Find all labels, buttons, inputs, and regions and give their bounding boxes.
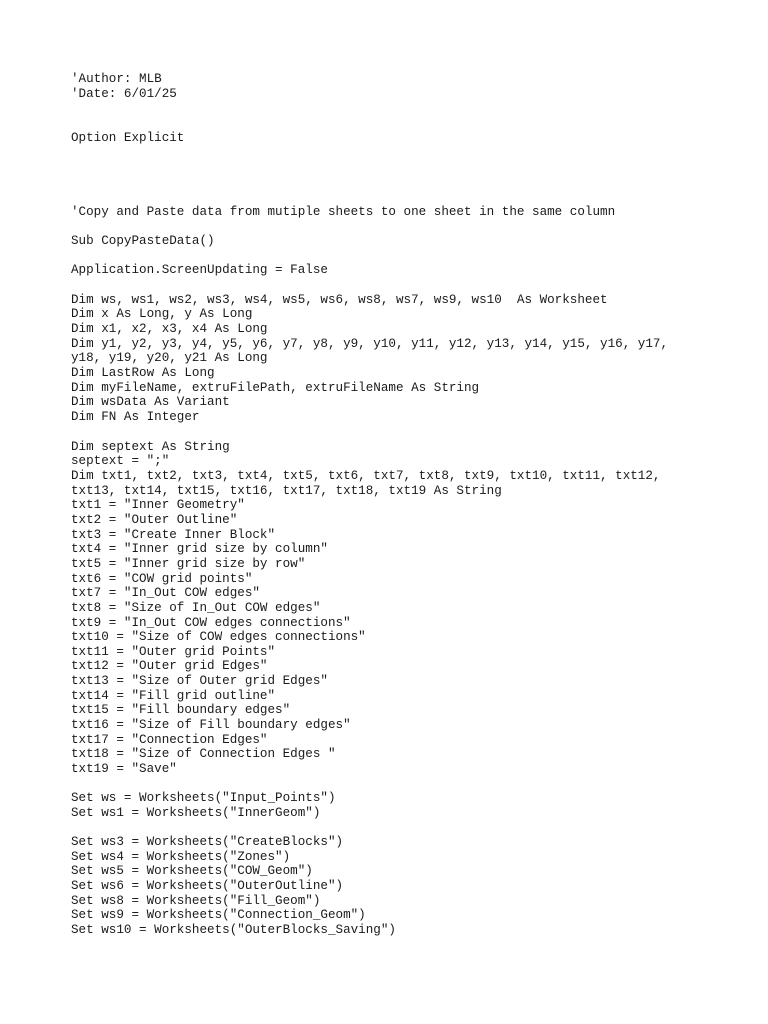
- code-line: txt11 = "Outer grid Points": [71, 645, 276, 659]
- code-line: txt14 = "Fill grid outline": [71, 689, 276, 703]
- code-line: txt18 = "Size of Connection Edges ": [71, 747, 336, 761]
- code-line: Set ws5 = Worksheets("COW_Geom"): [71, 864, 313, 878]
- code-line: txt9 = "In_Out COW edges connections": [71, 616, 351, 630]
- code-line: txt19 = "Save": [71, 762, 177, 776]
- code-line: Set ws9 = Worksheets("Connection_Geom"): [71, 908, 366, 922]
- code-line: txt6 = "COW grid points": [71, 572, 253, 586]
- code-line: Set ws3 = Worksheets("CreateBlocks"): [71, 835, 344, 849]
- code-line: Dim x As Long, y As Long: [71, 307, 253, 321]
- code-line: Set ws8 = Worksheets("Fill_Geom"): [71, 894, 321, 908]
- code-line: 'Author: MLB: [71, 72, 162, 86]
- code-line: Application.ScreenUpdating = False: [71, 263, 328, 277]
- code-line: Dim septext As String: [71, 440, 230, 454]
- code-line: Set ws = Worksheets("Input_Points"): [71, 791, 336, 805]
- code-line: txt5 = "Inner grid size by row": [71, 557, 306, 571]
- code-line: txt4 = "Inner grid size by column": [71, 542, 328, 556]
- code-line: Dim y1, y2, y3, y4, y5, y6, y7, y8, y9, y10, y11, y12, y13, y14, y15, y16, y17,: [71, 337, 669, 351]
- code-line: txt15 = "Fill boundary edges": [71, 703, 291, 717]
- code-line: txt12 = "Outer grid Edges": [71, 659, 268, 673]
- code-line: txt2 = "Outer Outline": [71, 513, 238, 527]
- code-line: Set ws1 = Worksheets("InnerGeom"): [71, 806, 321, 820]
- code-line: txt13, txt14, txt15, txt16, txt17, txt18, txt19 As String: [71, 484, 502, 498]
- code-line: txt10 = "Size of COW edges connections": [71, 630, 366, 644]
- code-line: txt7 = "In_Out COW edges": [71, 586, 260, 600]
- code-line: Option Explicit: [71, 131, 185, 145]
- code-line: y18, y19, y20, y21 As Long: [71, 351, 268, 365]
- code-line: Set ws4 = Worksheets("Zones"): [71, 850, 291, 864]
- code-line: txt17 = "Connection Edges": [71, 733, 268, 747]
- code-line: 'Date: 6/01/25: [71, 87, 177, 101]
- code-line: Dim txt1, txt2, txt3, txt4, txt5, txt6, txt7, txt8, txt9, txt10, txt11, txt12,: [71, 469, 661, 483]
- code-line: septext = ";": [71, 454, 170, 468]
- code-line: txt3 = "Create Inner Block": [71, 528, 276, 542]
- code-line: Dim FN As Integer: [71, 410, 200, 424]
- code-line: Set ws10 = Worksheets("OuterBlocks_Saving"): [71, 923, 396, 937]
- code-line: Dim wsData As Variant: [71, 395, 230, 409]
- code-line: Dim myFileName, extruFilePath, extruFileName As String: [71, 381, 480, 395]
- code-line: Set ws6 = Worksheets("OuterOutline"): [71, 879, 344, 893]
- code-line: Dim ws, ws1, ws2, ws3, ws4, ws5, ws6, ws8, ws7, ws9, ws10 As Worksheet: [71, 293, 608, 307]
- code-line: Dim LastRow As Long: [71, 366, 215, 380]
- code-line: Dim x1, x2, x3, x4 As Long: [71, 322, 268, 336]
- code-line: txt8 = "Size of In_Out COW edges": [71, 601, 321, 615]
- code-line: txt13 = "Size of Outer grid Edges": [71, 674, 328, 688]
- code-line: txt1 = "Inner Geometry": [71, 498, 245, 512]
- code-line: txt16 = "Size of Fill boundary edges": [71, 718, 351, 732]
- code-line: 'Copy and Paste data from mutiple sheets to one sheet in the same column: [71, 205, 616, 219]
- code-line: Sub CopyPasteData(): [71, 234, 215, 248]
